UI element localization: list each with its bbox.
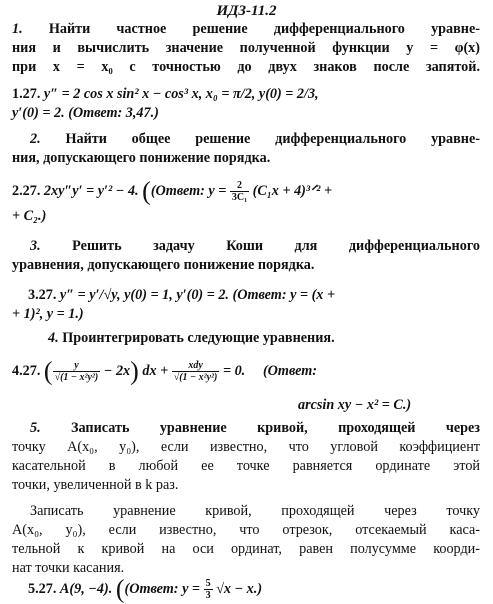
ex5-line1: 5.27. A(9, −4). ((Ответ: y = $\frac{5}{3}$ √x − x.)	[28, 574, 263, 604]
ex4-line1: 4.27. ( $\frac{y}{\text{√(1 − x²y²)}}$ − 2x) dx + $\frac{\text{xdy}}{\text{√(1 − x²y²)}}$ = 0. (Ответ:	[12, 356, 317, 386]
task4-text1: Проинтегрировать следующие уравнения.	[62, 330, 335, 346]
ex1-number: 1.27.	[12, 86, 41, 102]
ex5-answer-rest: √x − x.)	[216, 580, 263, 597]
task5-line1	[30, 420, 480, 437]
ex1-equation: y″ = 2 cos x sin² x − cos³ x, x₀ = π/2, y(0) = 2/3,	[43, 86, 319, 102]
ex5-number: 5.27.	[28, 580, 57, 597]
task5b-line2: A(x₀, y₀), если известно, что отрезок, отсекаемый каса-	[12, 522, 480, 538]
task5-text1: Записать уравнение кривой, проходящей через	[71, 420, 481, 436]
ex4-answer-label: (Ответ:	[262, 362, 317, 379]
ex4-fraction2: $\frac{\text{xdy}}{\text{√(1 − x²y²)}}$	[173, 360, 218, 383]
task5-line4: точки, увеличенной в k раз.	[12, 477, 179, 493]
task2-line1	[30, 131, 480, 148]
task5b-line4: нат точки касания.	[12, 560, 125, 576]
ex4-dx: dx +	[142, 362, 169, 379]
ex3-equation: y″ = y′/√y, y(0) = 1, y′(0) = 2. (Ответ: y = (x +	[59, 287, 336, 303]
task5-number: 5.	[30, 420, 41, 436]
task1-number: 1.	[12, 21, 23, 37]
ex2-line1: 2.27. 2xy″y′ = y′² − 4. ((Ответ: y = $\frac{2}{\text{3C₁}}$ (C₁x + 4)³ᐟ² +	[12, 176, 333, 206]
task1-text1: Найти частное решение дифференциального уравне-	[48, 21, 481, 37]
ex2-fraction: $\frac{2}{\text{3C₁}}$	[231, 180, 248, 203]
ex2-answer-rest: (C₁x + 4)³ᐟ² +	[252, 182, 333, 199]
ex3-number: 3.27.	[28, 287, 57, 303]
task1-line2: ния и вычислить значение полученной функции y = φ(x)	[12, 40, 480, 56]
ex4-fraction1: $\frac{y}{\text{√(1 − x²y²)}}$	[54, 360, 99, 383]
ex2-line2: + C₂.)	[12, 208, 47, 224]
task5b-line1: Записать уравнение кривой, проходящей через точку	[30, 503, 480, 519]
task5b-line3: тельной к кривой на оси ординат, равен полусумме коорди-	[12, 541, 480, 557]
task3-text1: Решить задачу Коши для дифференциального	[72, 238, 481, 254]
ex3-line2: + 1)², y = 1.)	[12, 306, 84, 322]
task5-line2: точку A(x₀, y₀), если известно, что угловой коэффициент	[12, 439, 480, 455]
ex2-number: 2.27.	[12, 182, 41, 199]
ex3-line1	[28, 287, 335, 304]
ex4-eq: = 0.	[222, 362, 246, 379]
task3-line2: уравнения, допускающего понижение порядка.	[12, 257, 315, 273]
task3-line1	[30, 238, 480, 255]
ex4-mid: − 2x	[103, 362, 131, 379]
ex1-line1	[12, 86, 319, 103]
ex2-equation: 2xy″y′ = y′² − 4.	[43, 182, 139, 199]
task1-line1	[12, 21, 480, 38]
ex4-answer: arcsin xy − x² = C.)	[298, 397, 412, 413]
ex1-line2: y′(0) = 2. (Ответ: 3,47.)	[12, 105, 159, 121]
task2-text1: Найти общее решение дифференциального уравне-	[65, 131, 480, 147]
ex2-answer-lhs: y =	[208, 182, 227, 199]
ex5-fraction: $\frac{5}{3}$	[205, 578, 211, 601]
ex4-number: 4.27.	[12, 362, 41, 379]
task1-line3: при x = x₀ с точностью до двух знаков после запятой.	[12, 59, 480, 75]
ex5-answer-lhs: y =	[182, 580, 201, 597]
task3-number: 3.	[30, 238, 41, 254]
page-title: ИДЗ-11.2	[216, 3, 277, 19]
task2-number: 2.	[30, 131, 41, 147]
task2-line2: ния, допускающего понижение порядка.	[12, 150, 271, 166]
ex2-answer-label: (Ответ:	[150, 182, 205, 199]
ex5-answer-label: (Ответ:	[124, 580, 179, 597]
ex5-point: A(9, −4).	[59, 580, 113, 597]
task4-number: 4.	[48, 330, 59, 346]
task4-line1	[48, 330, 335, 347]
task5-line3: касательной в любой ее точке равняется ординате этой	[12, 458, 480, 474]
